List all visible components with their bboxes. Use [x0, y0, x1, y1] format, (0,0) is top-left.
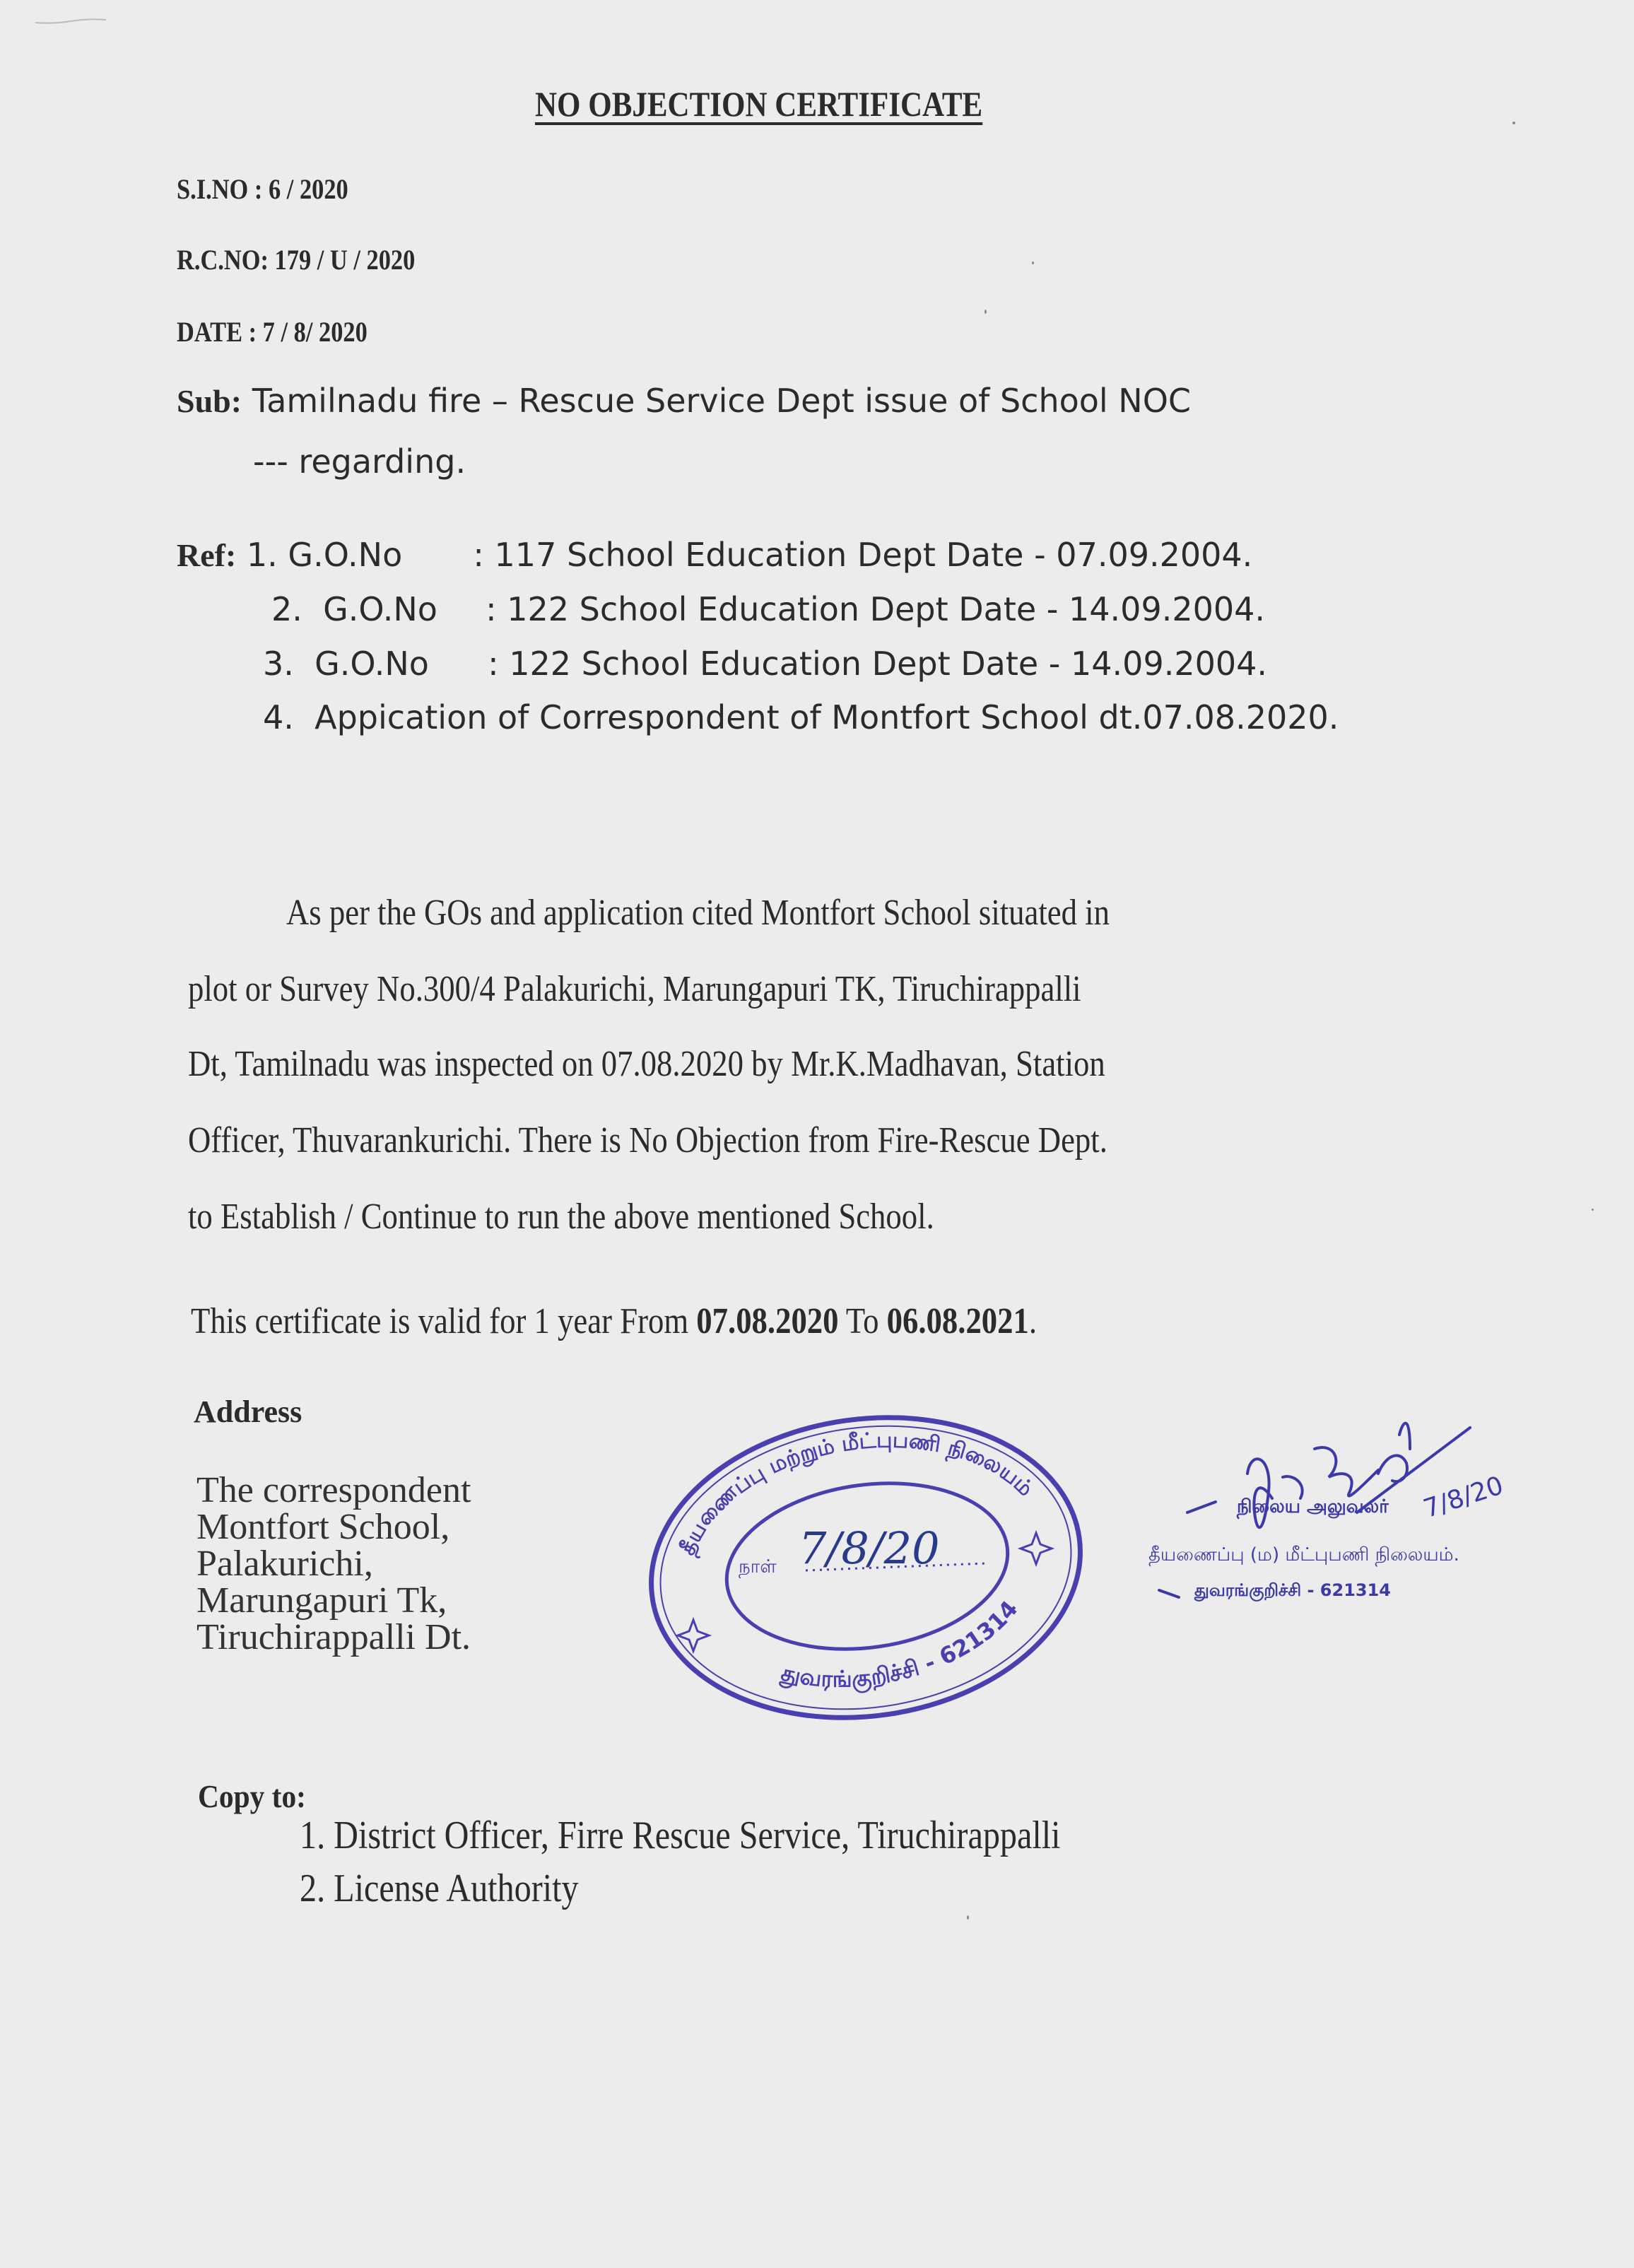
- stamp-date-label: நாள்: [739, 1556, 777, 1577]
- scan-speck: [967, 1915, 969, 1920]
- address-line: Tiruchirappalli Dt.: [196, 1617, 471, 1657]
- date-label: DATE :: [177, 316, 257, 348]
- document-title: NO OBJECTION CERTIFICATE: [535, 84, 983, 124]
- reference-text: : 122 School Education Dept Date - 14.09.2004.: [488, 645, 1268, 683]
- body-line: Officer, Thuvarankurichi. There is No Objection from Fire-Rescue Dept.: [188, 1120, 1107, 1161]
- copy-to-item: 1. District Officer, Firre Rescue Service, Tiruchirappalli: [300, 1814, 1061, 1857]
- reference-go: G.O.No: [323, 590, 437, 628]
- stamp-handwritten-date: 7/8/20: [799, 1522, 940, 1574]
- validity-middle: To: [838, 1301, 887, 1341]
- rc-number: [177, 243, 415, 276]
- reference-number: 4.: [263, 698, 294, 736]
- signature-handwritten-date: 7/8/20: [1420, 1471, 1507, 1524]
- subject-label: Sub:: [177, 383, 242, 419]
- star-icon: [1021, 1533, 1052, 1564]
- scan-speck: [984, 310, 987, 314]
- stamp-top-text: தீயணைப்பு மற்றும் மீட்புபணி நிலையம்: [675, 1428, 1038, 1559]
- reference-item: [263, 698, 1339, 736]
- reference-label: Ref:: [177, 537, 237, 573]
- scan-artifact: [32, 16, 110, 25]
- subject: [177, 382, 1191, 420]
- signature-title-line-1: நிலைய அலுவலர்: [1237, 1496, 1389, 1517]
- reference-number: 3.: [263, 645, 294, 683]
- reference-number: 2.: [271, 590, 302, 628]
- reference-go: G.O.No: [288, 536, 403, 574]
- body-line: As per the GOs and application cited Montfort School situated in: [286, 893, 1110, 933]
- signature-title-line-2: தீயணைப்பு (ம) மீட்புபணி நிலையம்.: [1148, 1544, 1459, 1565]
- address-line: The correspondent: [196, 1470, 471, 1510]
- reference-item: [271, 590, 1265, 628]
- reference-item: [263, 645, 1267, 683]
- reference-number: 1.: [246, 536, 278, 574]
- official-stamp: [640, 1406, 1092, 1732]
- scan-speck: [1032, 262, 1034, 264]
- subject-line-2: --- regarding.: [253, 442, 466, 481]
- rc-number-label: R.C.NO:: [177, 244, 269, 276]
- reference-item: [177, 536, 1252, 574]
- stamp-bottom-text: துவரங்குறிச்சி - 621314: [778, 1595, 1023, 1693]
- validity-suffix: .: [1028, 1301, 1038, 1341]
- body-line: plot or Survey No.300/4 Palakurichi, Marungapuri TK, Tiruchirappalli: [188, 969, 1081, 1009]
- address-line: Palakurichi,: [196, 1544, 373, 1584]
- body-line: Dt, Tamilnadu was inspected on 07.08.2020 by Mr.K.Madhavan, Station: [188, 1044, 1105, 1084]
- scan-speck: [1592, 1209, 1594, 1211]
- validity-prefix: This certificate is valid for 1 year From: [191, 1301, 697, 1341]
- date-value: 7 / 8/ 2020: [262, 316, 368, 348]
- subject-line-1: Tamilnadu fire – Rescue Service Dept issue of School NOC: [252, 382, 1192, 420]
- body-line: to Establish / Continue to run the above mentioned School.: [188, 1197, 934, 1237]
- address-block: [196, 1472, 471, 1656]
- serial-number-label: S.I.NO :: [177, 173, 263, 205]
- scan-speck: [1512, 122, 1515, 124]
- reference-text: Appication of Correspondent of Montfort School dt.07.08.2020.: [315, 698, 1339, 736]
- address-line: Montfort School,: [196, 1507, 450, 1547]
- serial-number-value: 6 / 2020: [268, 173, 348, 205]
- address-heading: Address: [194, 1394, 302, 1429]
- address-line: Marungapuri Tk,: [196, 1580, 447, 1621]
- copy-to-item: 2. License Authority: [300, 1867, 579, 1910]
- signature-block: [1131, 1406, 1626, 1633]
- serial-number: [177, 172, 348, 206]
- star-icon: [678, 1620, 709, 1651]
- copy-to-heading: Copy to:: [198, 1778, 306, 1814]
- reference-text: : 122 School Education Dept Date - 14.09.2004.: [486, 590, 1266, 628]
- reference-go: G.O.No: [315, 645, 429, 683]
- validity-to-date: 06.08.2021: [886, 1301, 1029, 1341]
- validity-from-date: 07.08.2020: [696, 1301, 839, 1341]
- document-date: [177, 315, 368, 348]
- signature-title-line-3: துவரங்குறிச்சி - 621314: [1194, 1580, 1391, 1600]
- validity-statement: [191, 1300, 1037, 1342]
- reference-text: : 117 School Education Dept Date - 07.09.2004.: [473, 536, 1253, 574]
- rc-number-value: 179 / U / 2020: [274, 244, 416, 276]
